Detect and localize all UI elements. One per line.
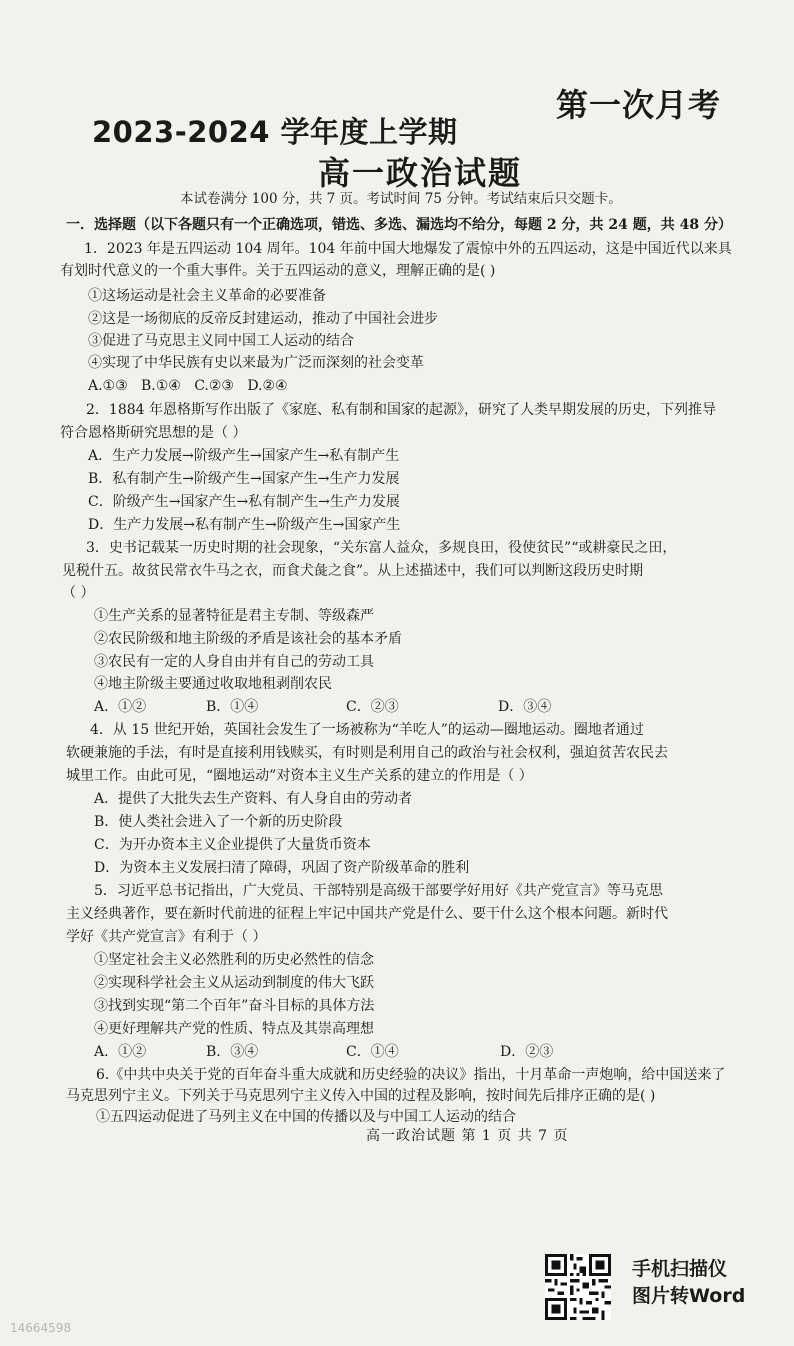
q1-statement-4: ④实现了中华民族有史以来最为广泛而深刻的社会变革	[88, 355, 424, 371]
q6-stem-line2: 马克思列宁主义。下列关于马克思列宁主义传入中国的过程及影响，按时间先后排序正确的是( )	[66, 1088, 656, 1104]
q4-stem-line3: 城里工作。由此可见，“圈地运动”对资本主义生产关系的建立的作用是（ ）	[66, 768, 533, 784]
q6-statement-1: ①五四运动促进了马列主义在中国的传播以及与中国工人运动的结合	[96, 1109, 516, 1125]
q4-stem-line2: 软硬兼施的手法，有时是直接利用钱赎买，有时则是利用自己的政治与社会权利，强迫贫苦农民去	[66, 745, 668, 761]
q1-statement-3: ③促进了马克思主义同中国工人运动的结合	[88, 333, 354, 349]
year-title: 2023-2024 学年度上学期	[92, 115, 458, 149]
q2-stem-line2: 符合恩格斯研究思想的是（ ）	[60, 425, 247, 441]
q5-stem-line1: 5．习近平总书记指出，广大党员、干部特别是高级干部要学好用好《共产党宣言》等马克思	[94, 883, 663, 899]
q5-option-b: B．③④	[206, 1044, 259, 1060]
q3-option-b: B．①④	[206, 699, 259, 715]
q5-stem-line3: 学好《共产党宣言》有利于（ ）	[66, 929, 267, 945]
q1-stem-line2: 有划时代意义的一个重大事件。关于五四运动的意义，理解正确的是( )	[60, 263, 496, 279]
q3-statement-2: ②农民阶级和地主阶级的矛盾是该社会的基本矛盾	[94, 631, 402, 647]
q4-option-d: D．为资本主义发展扫清了障碍，巩固了资产阶级革命的胜利	[94, 860, 470, 876]
q2-option-a: A．生产力发展→阶级产生→国家产生→私有制产生	[88, 448, 400, 464]
q5-statement-3: ③找到实现“第二个百年”奋斗目标的具体方法	[94, 998, 375, 1014]
scanner-line-1: 手机扫描仪	[632, 1258, 728, 1280]
q1-statement-2: ②这是一场彻底的反帝反封建运动，推动了中国社会进步	[88, 311, 438, 327]
q5-statement-4: ④更好理解共产党的性质、特点及其崇高理想	[94, 1021, 374, 1037]
q5-option-c: C．①④	[346, 1044, 399, 1060]
q3-statement-4: ④地主阶级主要通过收取地租剥削农民	[94, 676, 332, 692]
q4-stem-line1: 4．从 15 世纪开始，英国社会发生了一场被称为“羊吃人”的运动—圈地运动。圈地者通过	[90, 722, 644, 738]
q3-option-d: D．③④	[498, 699, 552, 715]
page-footer: 高一政治试题 第 1 页 共 7 页	[366, 1128, 569, 1144]
q3-statement-1: ①生产关系的显著特征是君主专制、等级森严	[94, 608, 374, 624]
q5-option-d: D．②③	[500, 1044, 554, 1060]
q2-option-c: C．阶级产生→国家产生→私有制产生→生产力发展	[88, 494, 400, 510]
q3-stem-line2: 见税什五。故贫民常衣牛马之衣，而食犬彘之食”。从上述描述中，我们可以判断这段历史时期	[62, 563, 644, 579]
q2-stem-line1: 2．1884 年恩格斯写作出版了《家庭、私有制和国家的起源》，研究了人类早期发展的历史，下列推导	[86, 402, 716, 418]
q4-option-a: A．提供了大批失去生产资料、有人身自由的劳动者	[94, 791, 413, 807]
q6-stem-line1: 6.《中共中央关于党的百年奋斗重大成就和历史经验的决议》指出，十月革命一声炮响，给中国送来了	[96, 1067, 726, 1083]
q3-stem-line1: 3．史书记载某一历史时期的社会现象，“关东富人益众，多规良田，役使贫民”“或耕豪民之田，	[86, 540, 677, 556]
q2-option-d: D．生产力发展→私有制产生→阶级产生→国家产生	[88, 517, 401, 533]
q5-statement-2: ②实现科学社会主义从运动到制度的伟大飞跃	[94, 975, 374, 991]
qr-code-icon	[545, 1254, 611, 1320]
q1-statement-1: ①这场运动是社会主义革命的必要准备	[88, 288, 326, 304]
monthly-exam-title: 第一次月考	[556, 86, 722, 124]
q3-statement-3: ③农民有一定的人身自由并有自己的劳动工具	[94, 654, 374, 670]
q4-option-c: C．为开办资本主义企业提供了大量货币资本	[94, 837, 371, 853]
q2-option-b: B．私有制产生→阶级产生→国家产生→生产力发展	[88, 471, 400, 487]
q3-option-a: A．①②	[94, 699, 147, 715]
subject-title: 高一政治试题	[318, 154, 523, 192]
q5-stem-line2: 主义经典著作，要在新时代前进的征程上牢记中国共产党是什么、要干什么这个根本问题。新时代	[66, 906, 668, 922]
watermark-id: 14664598	[10, 1321, 72, 1335]
q5-statement-1: ①坚定社会主义必然胜利的历史必然性的信念	[94, 952, 374, 968]
exam-info: 本试卷满分 100 分，共 7 页。考试时间 75 分钟。考试结束后只交题卡。	[180, 191, 622, 207]
section-heading: 一．选择题（以下各题只有一个正确选项，错选、多选、漏选均不给分，每题 2 分，共 24 题，共 48 分）	[66, 217, 732, 233]
q3-option-c: C．②③	[346, 699, 399, 715]
q1-stem-line1: 1．2023 年是五四运动 104 周年。104 年前中国大地爆发了震惊中外的五四运动，这是中国近代以来具	[84, 241, 732, 257]
q1-options: A.①③ B.①④ C.②③ D.②④	[88, 378, 288, 394]
q5-option-a: A．①②	[94, 1044, 147, 1060]
q4-option-b: B．使人类社会进入了一个新的历史阶段	[94, 814, 343, 830]
scanner-brand	[632, 1256, 745, 1310]
q3-stem-line3: （ ）	[62, 585, 95, 601]
scanner-line-2: 图片转Word	[632, 1285, 746, 1307]
